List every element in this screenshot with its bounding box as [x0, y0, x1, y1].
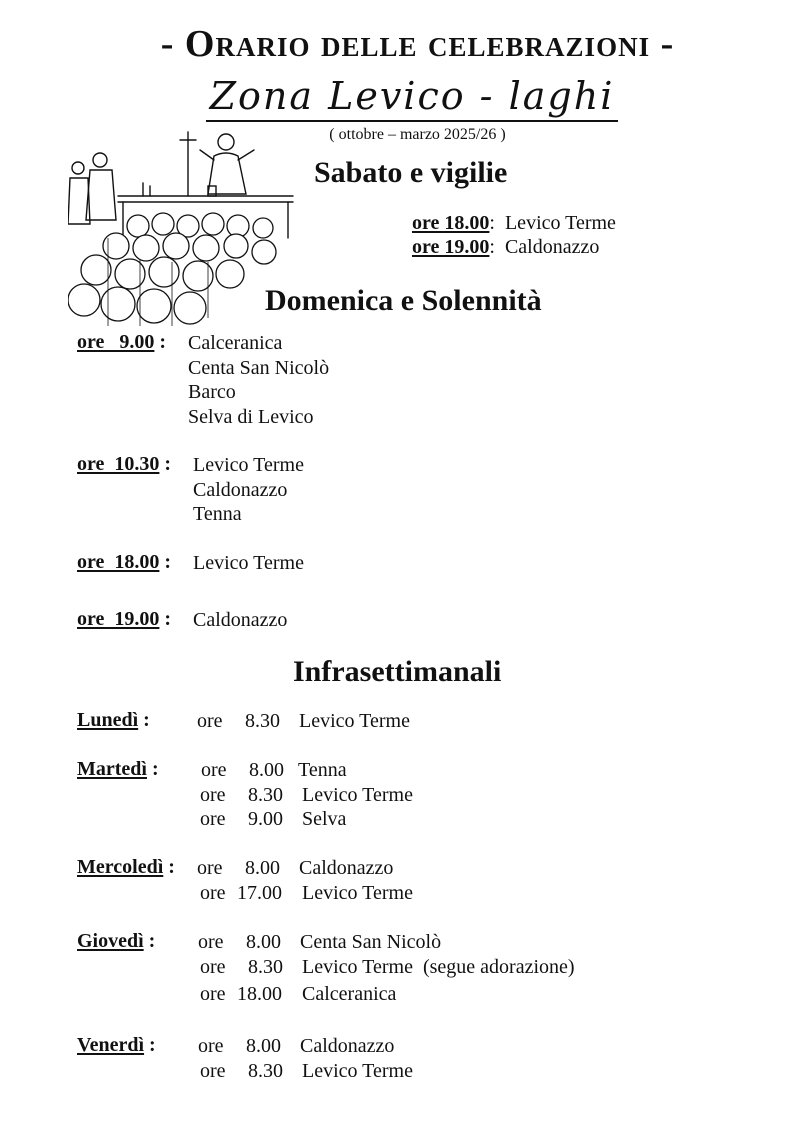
- mass-row: 8.00: [246, 1035, 281, 1057]
- mass-row: ore: [200, 983, 226, 1005]
- mass-row: 8.00: [245, 857, 280, 879]
- mass-row: Tenna: [298, 759, 347, 781]
- mass-row: ore: [197, 710, 223, 732]
- place-list: Caldonazzo: [193, 609, 288, 631]
- mass-row: 8.30: [245, 710, 280, 732]
- mass-row: Caldonazzo: [299, 857, 394, 879]
- time-label: ore 9.00 :: [77, 331, 167, 353]
- mass-row: 8.30: [248, 1060, 283, 1082]
- day-label: Venerdì :: [77, 1034, 156, 1056]
- time-label: ore 19.00 :: [77, 608, 172, 630]
- day-label: Lunedì :: [77, 709, 150, 731]
- mass-row: ore: [200, 784, 226, 806]
- mass-row: Selva: [302, 808, 347, 830]
- mass-celebration-illustration: [68, 128, 296, 328]
- time-label: ore 10.30 :: [77, 453, 172, 475]
- mass-row: Levico Terme (segue adorazione): [302, 956, 575, 978]
- mass-row: 8.30: [248, 784, 283, 806]
- mass-row: ore: [198, 1035, 224, 1057]
- sabato-row: ore 19.00: Caldonazzo: [412, 236, 600, 258]
- day-label: Mercoledì :: [77, 856, 175, 878]
- zone-subtitle: Zona Levico - laghi: [0, 74, 795, 118]
- mass-row: ore: [200, 956, 226, 978]
- place-list: Calceranica Centa San Nicolò Barco Selva di Levico: [188, 332, 330, 428]
- mass-row: Levico Terme: [302, 882, 413, 904]
- mass-row: 9.00: [248, 808, 283, 830]
- place-list: Levico Terme: [193, 552, 304, 574]
- domenica-heading: Domenica e Solennità: [265, 284, 542, 317]
- mass-row: ore: [201, 759, 227, 781]
- season-label: ( ottobre – marzo 2025/26 ): [329, 126, 506, 143]
- mass-row: Levico Terme: [299, 710, 410, 732]
- mass-row: 8.30: [248, 956, 283, 978]
- mass-row: Caldonazzo: [300, 1035, 395, 1057]
- mass-row: Levico Terme: [302, 784, 413, 806]
- mass-row: Levico Terme: [302, 1060, 413, 1082]
- mass-row: 8.00: [246, 931, 281, 953]
- mass-row: 17.00: [237, 882, 282, 904]
- infra-heading: Infrasettimanali: [293, 655, 502, 688]
- mass-row: 8.00: [249, 759, 284, 781]
- mass-row: ore: [200, 882, 226, 904]
- page-title: - Orario delle celebrazioni -: [160, 23, 675, 65]
- day-label: Giovedì :: [77, 930, 156, 952]
- mass-row: 18.00: [237, 983, 282, 1005]
- mass-row: Centa San Nicolò: [300, 931, 442, 953]
- mass-row: ore: [200, 1060, 226, 1082]
- sabato-heading: Sabato e vigilie: [314, 156, 508, 189]
- mass-row: ore: [200, 808, 226, 830]
- time-label: ore 18.00 :: [77, 551, 172, 573]
- day-label: Martedì :: [77, 758, 159, 780]
- mass-row: ore: [197, 857, 223, 879]
- mass-row: ore: [198, 931, 224, 953]
- sabato-row: ore 18.00: Levico Terme: [412, 212, 616, 234]
- place-list: Levico Terme Caldonazzo Tenna: [193, 454, 304, 525]
- mass-row: Calceranica: [302, 983, 397, 1005]
